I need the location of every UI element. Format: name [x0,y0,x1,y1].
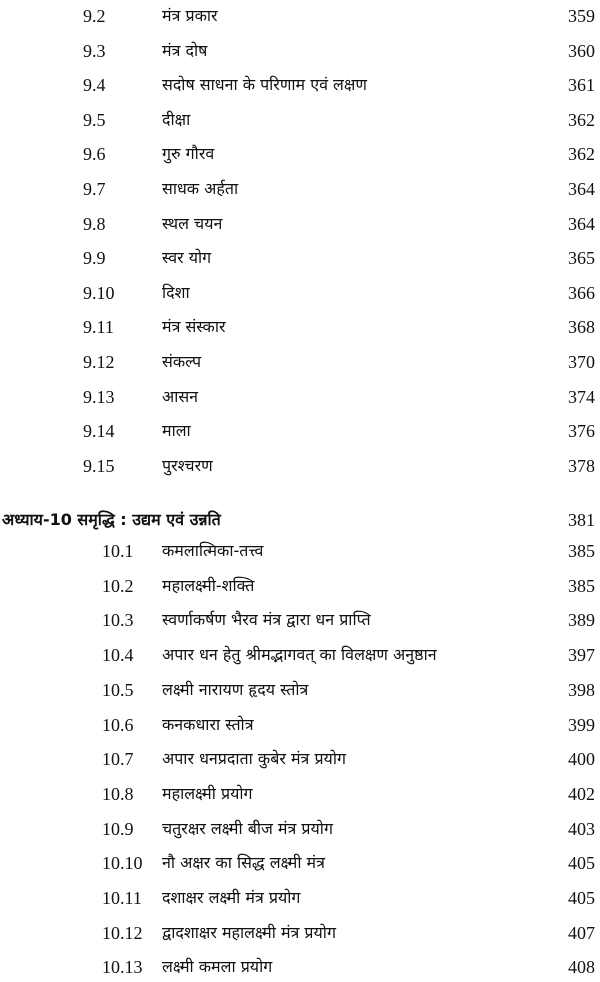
entry-page: 378 [568,455,595,476]
entry-number: 9.7 [83,179,106,199]
entry-page: 370 [568,352,595,372]
entry-title: महालक्ष्मी-शक्ति [162,575,255,595]
entry-title: पुरश्चरण [162,455,213,475]
toc-entry [0,779,600,809]
entry-number: 9.8 [83,213,106,234]
entry-title: स्वर्णाकर्षण भैरव मंत्र द्वारा धन प्राप्ति [162,610,371,630]
toc-entry [0,347,600,377]
toc-entry [0,571,600,601]
entry-number: 10.6 [102,714,134,735]
entry-page: 408 [568,957,595,978]
entry-title: लक्ष्मी कमला प्रयोग [162,957,273,977]
entry-title: गुरु गौरव [162,144,215,164]
entry-page: 361 [568,75,595,96]
toc-entry [0,710,600,740]
entry-title: स्वर योग [162,248,212,268]
entry-title: लक्ष्मी नारायण हृदय स्तोत्र [162,679,309,699]
entry-title: दीक्षा [162,109,191,129]
entry-number: 9.5 [83,109,106,130]
entry-number: 10.7 [102,749,134,770]
entry-number: 9.10 [83,282,115,303]
entry-number: 9.12 [83,352,115,372]
toc-entry [0,952,600,982]
toc-entry [0,243,600,273]
entry-title: कमलात्मिका-तत्त्व [162,541,264,560]
toc-entry [0,883,600,913]
entry-number: 9.3 [83,40,106,61]
toc-entry [0,451,600,481]
toc-entry [0,312,600,342]
toc-entry [0,209,600,239]
entry-title: द्वादशाक्षर महालक्ष्मी मंत्र प्रयोग [162,922,336,942]
toc-entry [0,918,600,948]
entry-page: 399 [568,714,595,735]
entry-number: 10.4 [102,645,134,666]
entry-title: दशाक्षर लक्ष्मी मंत्र प्रयोग [162,888,301,907]
entry-page: 366 [568,282,595,303]
entry-title: अपार धनप्रदाता कुबेर मंत्र प्रयोग [162,749,346,769]
entry-title: अपार धन हेतु श्रीमद्भागवत् का विलक्षण अनुष्ठान [162,645,437,665]
entry-page: 360 [568,40,595,61]
entry-page: 368 [568,317,595,338]
entry-page: 376 [568,421,595,442]
toc-entry [0,1,600,31]
entry-title: चतुरक्षर लक्ष्मी बीज मंत्र प्रयोग [162,818,333,838]
entry-page: 398 [568,679,595,700]
chapter-heading [2,505,598,535]
entry-page: 389 [568,610,595,631]
chapter-page: 381 [568,510,595,530]
toc-entry [0,814,600,844]
entry-title: नौ अक्षर का सिद्ध लक्ष्मी मंत्र [162,853,325,873]
entry-page: 403 [568,818,595,839]
entry-title: महालक्ष्मी प्रयोग [162,783,253,803]
entry-page: 405 [568,853,595,874]
entry-page: 365 [568,248,595,269]
toc-entry [0,278,600,308]
entry-page: 385 [568,541,595,561]
entry-page: 402 [568,783,595,804]
entry-page: 362 [568,144,595,165]
entry-page: 364 [568,213,595,234]
entry-title: कनकधारा स्तोत्र [162,714,254,734]
entry-number: 10.1 [102,541,134,561]
toc-entry [0,105,600,135]
toc-entry [0,174,600,204]
entry-page: 385 [568,575,595,596]
entry-number: 9.4 [83,75,106,96]
entry-number: 10.13 [102,957,143,978]
entry-title: सदोष साधना के परिणाम एवं लक्षण [162,75,367,95]
chapter-title: अध्याय-10 समृद्धि : उद्यम एवं उन्नति [2,510,221,529]
entry-number: 10.12 [102,922,143,943]
entry-title: मंत्र दोष [162,40,208,60]
toc-entry [0,36,600,66]
entry-title: दिशा [162,282,190,302]
toc-entry [0,848,600,878]
entry-number: 9.15 [83,455,115,476]
toc-entry [0,70,600,100]
entry-number: 9.11 [83,317,114,338]
entry-page: 362 [568,109,595,130]
entry-page: 405 [568,888,595,908]
toc-entry [0,139,600,169]
entry-page: 374 [568,386,595,407]
entry-page: 397 [568,645,595,666]
toc-entry [0,536,600,566]
entry-number: 9.6 [83,144,106,165]
entry-number: 10.8 [102,783,134,804]
entry-title: मंत्र प्रकार [162,6,218,25]
entry-page: 359 [568,6,595,26]
entry-number: 10.9 [102,818,134,839]
toc-entry [0,675,600,705]
toc-entry [0,744,600,774]
entry-title: स्थल चयन [162,213,223,233]
entry-number: 10.5 [102,679,134,700]
entry-title: मंत्र संस्कार [162,317,226,337]
entry-number: 10.11 [102,888,142,908]
entry-number: 10.10 [102,853,143,874]
entry-number: 9.9 [83,248,106,269]
entry-title: साधक अर्हता [162,179,239,198]
entry-number: 9.2 [83,6,106,26]
entry-number: 9.14 [83,421,115,442]
entry-title: माला [162,421,191,441]
toc-entry [0,382,600,412]
entry-page: 407 [568,922,595,943]
toc-entry [0,640,600,670]
entry-page: 400 [568,749,595,770]
entry-page: 364 [568,179,595,199]
entry-number: 10.3 [102,610,134,631]
toc-entry [0,605,600,635]
entry-title: आसन [162,386,199,406]
entry-title: संकल्प [162,352,202,371]
entry-number: 9.13 [83,386,115,407]
toc-entry [0,416,600,446]
entry-number: 10.2 [102,575,134,596]
